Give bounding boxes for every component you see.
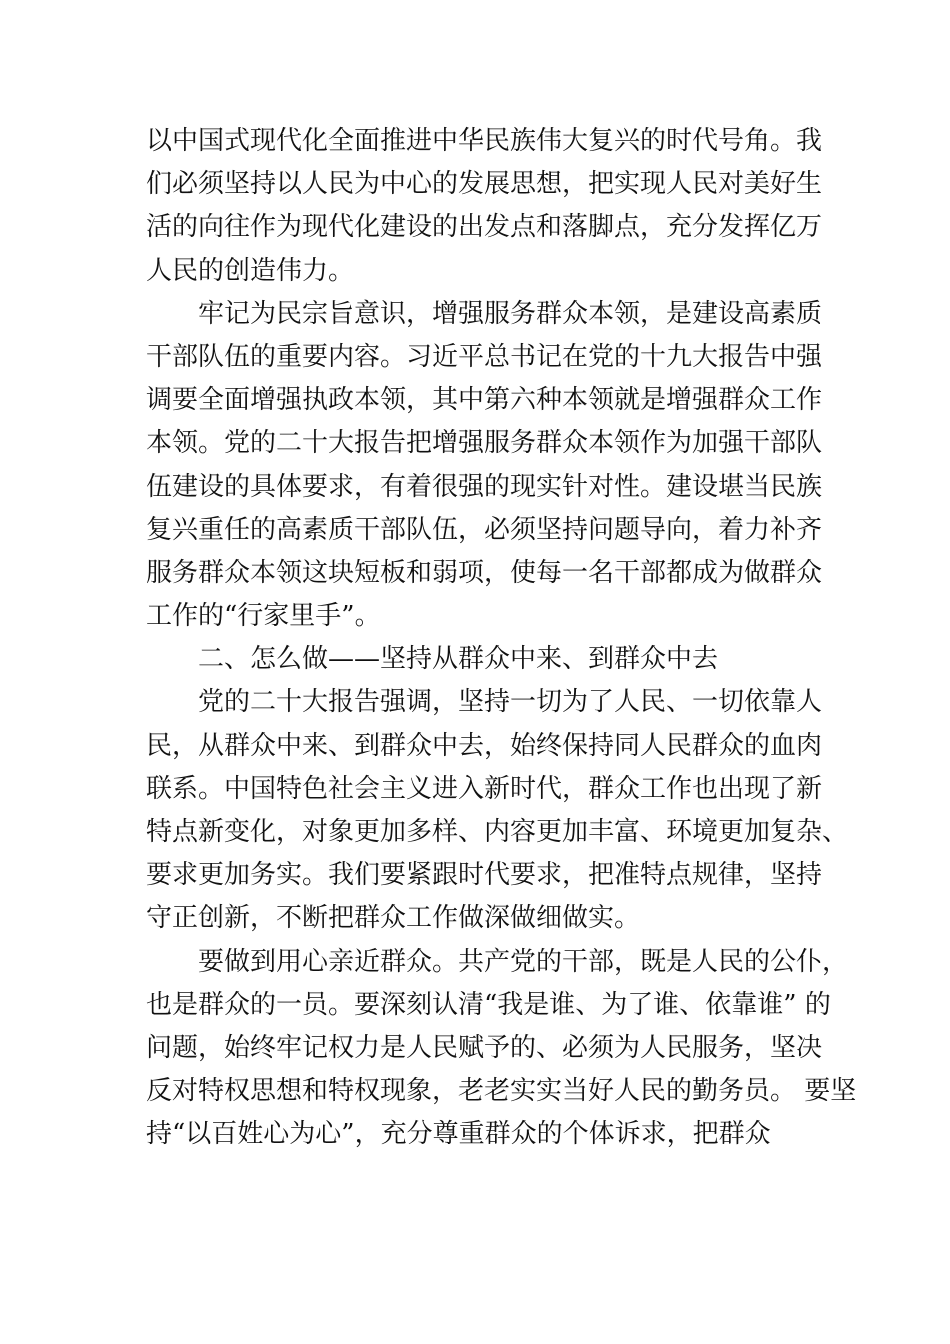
text-line: 也是群众的一员。要深刻认清“我是谁、为了谁、依靠谁” 的 [146, 989, 831, 1020]
text-line: 问题，始终牢记权力是人民赋予的、必须为人民服务，坚决 [146, 1032, 823, 1063]
text-line: 反对特权思想和特权现象，老老实实当好人民的勤务员。 要坚 [146, 1076, 857, 1107]
text-line: 以中国式现代化全面推进中华民族伟大复兴的时代号角。我 [146, 126, 823, 156]
text-line: 联系。中国特色社会主义进入新时代，群众工作也出现了新 [146, 773, 823, 804]
text-line: 调要全面增强执政本领，其中第六种本领就是增强群众工作 [146, 385, 823, 416]
text-line: 复兴重任的高素质干部队伍，必须坚持问题导向，着力补齐 [146, 514, 823, 545]
text-line: 要做到用心亲近群众。共产党的干部，既是人民的公仆， [198, 946, 849, 977]
text-line: 工作的“行家里手”。 [146, 601, 381, 632]
text-line: 服务群众本领这块短板和弱项，使每一名干部都成为做群众 [146, 557, 823, 588]
text-line: 守正创新，不断把群众工作做深做细做实。 [146, 903, 641, 934]
text-line: 本领。党的二十大报告把增强服务群众本领作为加强干部队 [146, 428, 823, 459]
body-text [146, 120, 857, 1157]
text-line: 民，从群众中来、到群众中去，始终保持同人民群众的血肉 [146, 730, 823, 761]
text-line: 活的向往作为现代化建设的出发点和落脚点，充分发挥亿万 [146, 212, 823, 243]
text-line: 二、怎么做——坚持从群众中来、到群众中去 [198, 644, 719, 675]
text-line: 要求更加务实。我们要紧跟时代要求，把准特点规律，坚持 [146, 860, 823, 891]
text-line: 们必须坚持以人民为中心的发展思想，把实现人民对美好生 [146, 169, 823, 200]
text-line: 党的二十大报告强调，坚持一切为了人民、一切依靠人 [198, 687, 823, 718]
text-line: 持“以百姓心为心”，充分尊重群众的个体诉求，把群众 [146, 1119, 771, 1150]
text-line: 牢记为民宗旨意识，增强服务群众本领，是建设高素质 [198, 298, 823, 329]
text-line: 伍建设的具体要求，有着很强的现实针对性。建设堪当民族 [146, 471, 823, 502]
text-line: 人民的创造伟力。 [146, 255, 355, 286]
text-line: 特点新变化，对象更加多样、内容更加丰富、环境更加复杂、 [146, 817, 849, 847]
text-line: 干部队伍的重要内容。习近平总书记在党的十九大报告中强 [146, 341, 823, 372]
